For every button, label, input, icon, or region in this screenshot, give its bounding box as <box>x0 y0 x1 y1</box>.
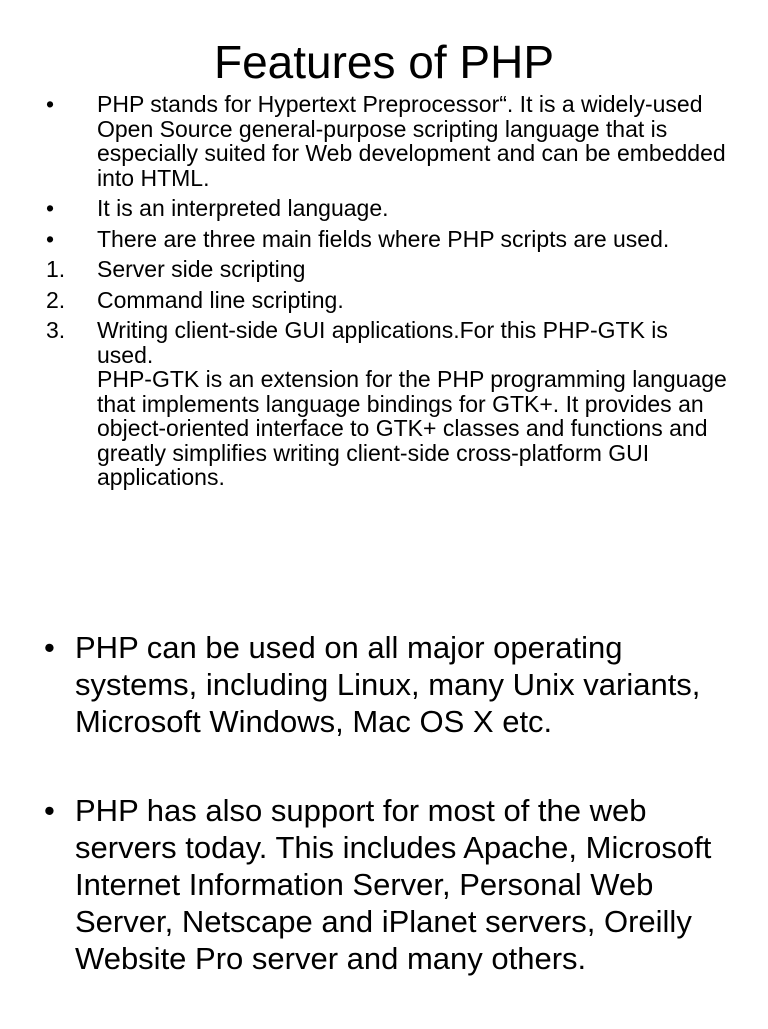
list-item-text: There are three main fields where PHP scripts are used. <box>97 225 670 252</box>
list-item-extra-paragraph: PHP-GTK is an extension for the PHP programming language that implements language bindings for GTK+. It provides an object-oriented interface to GTK+ classes and functions and greatly simplifies writing client-side cross-platform GUI applications. <box>97 366 727 490</box>
list-item <box>0 227 768 252</box>
bullet-marker: • <box>44 793 55 828</box>
list-item <box>0 257 768 282</box>
list-item <box>0 629 768 740</box>
bullet-marker: • <box>46 225 55 252</box>
platform-support-list <box>0 629 768 1029</box>
features-list <box>0 92 768 496</box>
number-marker: 3. <box>46 317 66 343</box>
list-item <box>0 318 768 490</box>
bullet-marker: • <box>46 195 55 221</box>
number-marker: 2. <box>46 286 66 313</box>
bullet-marker: • <box>44 630 55 665</box>
list-item-text: PHP has also support for most of the web servers today. This includes Apache, Microsoft Internet Information Server, Personal Web Server, Netscape and iPlanet servers, Oreilly Website Pro server and many others. <box>75 793 712 976</box>
list-item-text: Server side scripting <box>97 256 306 282</box>
list-item-text: PHP stands for Hypertext Preprocessor“. It is a widely-used Open Source general-purpose scripting language that is especially suited for Web development and can be embedded into HTML. <box>97 91 726 191</box>
list-item-text: Command line scripting. <box>97 286 344 313</box>
list-item-text: PHP can be used on all major operating systems, including Linux, many Unix variants, Microsoft Windows, Mac OS X etc. <box>75 630 701 739</box>
list-item-text: Writing client-side GUI applications.For this PHP-GTK is used. <box>97 317 668 368</box>
list-item-text: It is an interpreted language. <box>97 195 389 221</box>
number-marker: 1. <box>46 256 66 282</box>
page-title: Features of PHP <box>213 36 555 88</box>
list-item <box>0 92 768 190</box>
bullet-marker: • <box>46 91 55 117</box>
list-item <box>0 288 768 313</box>
list-item <box>0 196 768 221</box>
list-item <box>0 792 768 977</box>
